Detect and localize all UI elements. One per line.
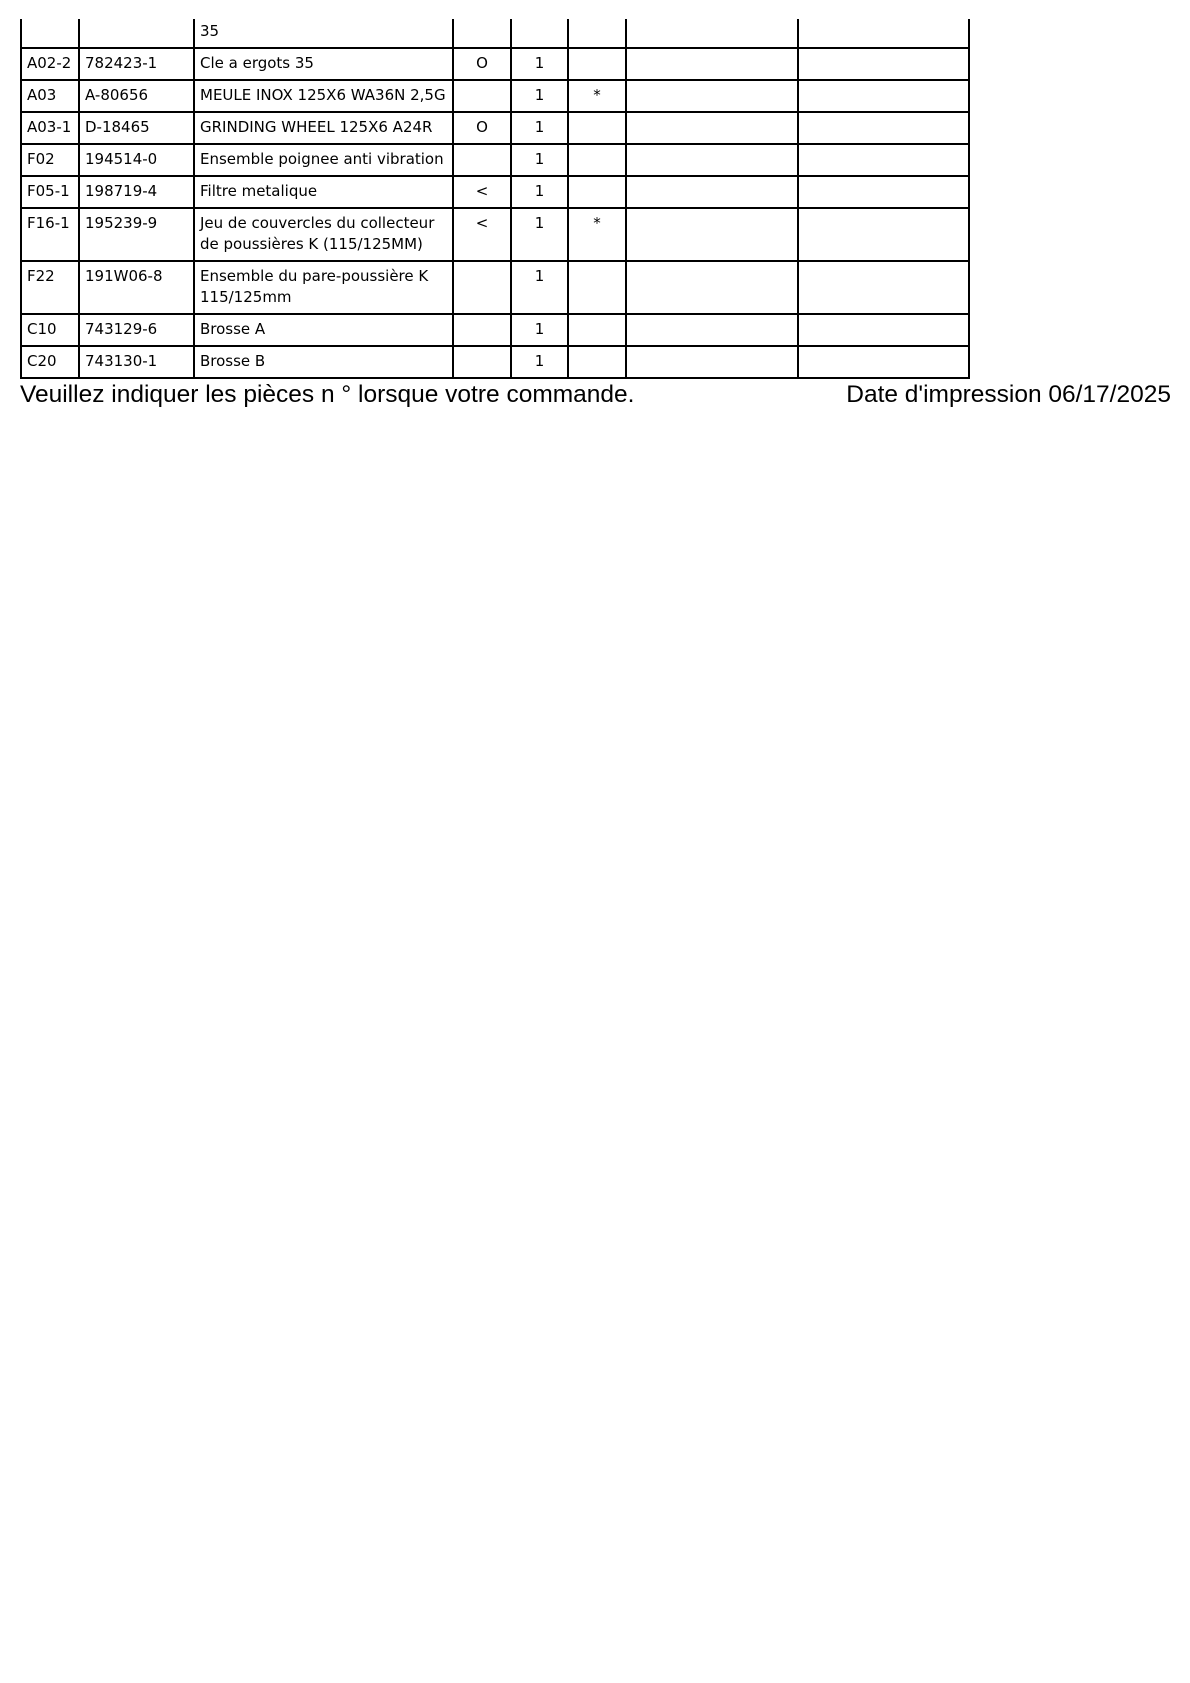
- description-cell: GRINDING WHEEL 125X6 A24R: [194, 112, 453, 144]
- table-row: [21, 261, 969, 314]
- description-cell: Ensemble du pare-poussière K 115/125mm: [194, 261, 453, 314]
- blank-cell: [626, 80, 798, 112]
- part-number-cell: 198719-4: [79, 176, 194, 208]
- quantity-cell: 1: [511, 144, 568, 176]
- code-cell: [453, 19, 511, 48]
- quantity-cell: 1: [511, 176, 568, 208]
- table-row: [21, 80, 969, 112]
- part-number-cell: 195239-9: [79, 208, 194, 261]
- quantity-cell: 1: [511, 346, 568, 378]
- quantity-cell: 1: [511, 48, 568, 80]
- mark-cell: [568, 112, 626, 144]
- table-row: [21, 208, 969, 261]
- blank-cell: [626, 346, 798, 378]
- item-number-cell: [21, 19, 79, 48]
- code-cell: [453, 314, 511, 346]
- mark-cell: [568, 346, 626, 378]
- description-cell: Filtre metalique: [194, 176, 453, 208]
- mark-cell: [568, 314, 626, 346]
- part-number-cell: 743130-1: [79, 346, 194, 378]
- description-cell: Jeu de couvercles du collecteur de poussières K (115/125MM): [194, 208, 453, 261]
- table-row: [21, 144, 969, 176]
- table-row: [21, 176, 969, 208]
- page-footer: [20, 378, 1171, 412]
- code-cell: [453, 261, 511, 314]
- parts-table: [20, 19, 970, 379]
- item-number-cell: F02: [21, 144, 79, 176]
- code-cell: [453, 346, 511, 378]
- part-number-cell: 782423-1: [79, 48, 194, 80]
- code-cell: [453, 144, 511, 176]
- description-cell: Brosse B: [194, 346, 453, 378]
- blank-cell: [798, 19, 969, 48]
- blank-cell: [798, 261, 969, 314]
- mark-cell: *: [568, 80, 626, 112]
- description-cell: Ensemble poignee anti vibration: [194, 144, 453, 176]
- item-number-cell: C20: [21, 346, 79, 378]
- blank-cell: [626, 261, 798, 314]
- mark-cell: [568, 176, 626, 208]
- blank-cell: [626, 208, 798, 261]
- blank-cell: [798, 48, 969, 80]
- table-row: [21, 48, 969, 80]
- blank-cell: [798, 208, 969, 261]
- quantity-cell: [511, 19, 568, 48]
- blank-cell: [626, 48, 798, 80]
- description-cell: Brosse A: [194, 314, 453, 346]
- order-note: Veuillez indiquer les pièces n ° lorsque votre commande.: [20, 381, 635, 408]
- code-cell: O: [453, 112, 511, 144]
- blank-cell: [626, 176, 798, 208]
- table-row: [21, 112, 969, 144]
- part-number-cell: A-80656: [79, 80, 194, 112]
- part-number-cell: 194514-0: [79, 144, 194, 176]
- blank-cell: [798, 176, 969, 208]
- table-row: [21, 19, 969, 48]
- table-row: [21, 346, 969, 378]
- description-cell: Cle a ergots 35: [194, 48, 453, 80]
- print-date: Date d'impression 06/17/2025: [846, 381, 1171, 408]
- mark-cell: [568, 19, 626, 48]
- quantity-cell: 1: [511, 261, 568, 314]
- item-number-cell: F05-1: [21, 176, 79, 208]
- table-row: [21, 314, 969, 346]
- code-cell: <: [453, 208, 511, 261]
- quantity-cell: 1: [511, 80, 568, 112]
- part-number-cell: 743129-6: [79, 314, 194, 346]
- blank-cell: [626, 314, 798, 346]
- blank-cell: [798, 80, 969, 112]
- code-cell: [453, 80, 511, 112]
- part-number-cell: [79, 19, 194, 48]
- quantity-cell: 1: [511, 314, 568, 346]
- item-number-cell: F16-1: [21, 208, 79, 261]
- code-cell: O: [453, 48, 511, 80]
- mark-cell: *: [568, 208, 626, 261]
- part-number-cell: D-18465: [79, 112, 194, 144]
- blank-cell: [798, 112, 969, 144]
- item-number-cell: A02-2: [21, 48, 79, 80]
- part-number-cell: 191W06-8: [79, 261, 194, 314]
- item-number-cell: A03-1: [21, 112, 79, 144]
- item-number-cell: A03: [21, 80, 79, 112]
- blank-cell: [798, 144, 969, 176]
- mark-cell: [568, 48, 626, 80]
- mark-cell: [568, 261, 626, 314]
- code-cell: <: [453, 176, 511, 208]
- blank-cell: [798, 314, 969, 346]
- quantity-cell: 1: [511, 112, 568, 144]
- item-number-cell: C10: [21, 314, 79, 346]
- description-cell: 35: [194, 19, 453, 48]
- item-number-cell: F22: [21, 261, 79, 314]
- description-cell: MEULE INOX 125X6 WA36N 2,5G: [194, 80, 453, 112]
- blank-cell: [626, 19, 798, 48]
- blank-cell: [626, 112, 798, 144]
- blank-cell: [798, 346, 969, 378]
- mark-cell: [568, 144, 626, 176]
- quantity-cell: 1: [511, 208, 568, 261]
- parts-table-body: [21, 19, 969, 378]
- blank-cell: [626, 144, 798, 176]
